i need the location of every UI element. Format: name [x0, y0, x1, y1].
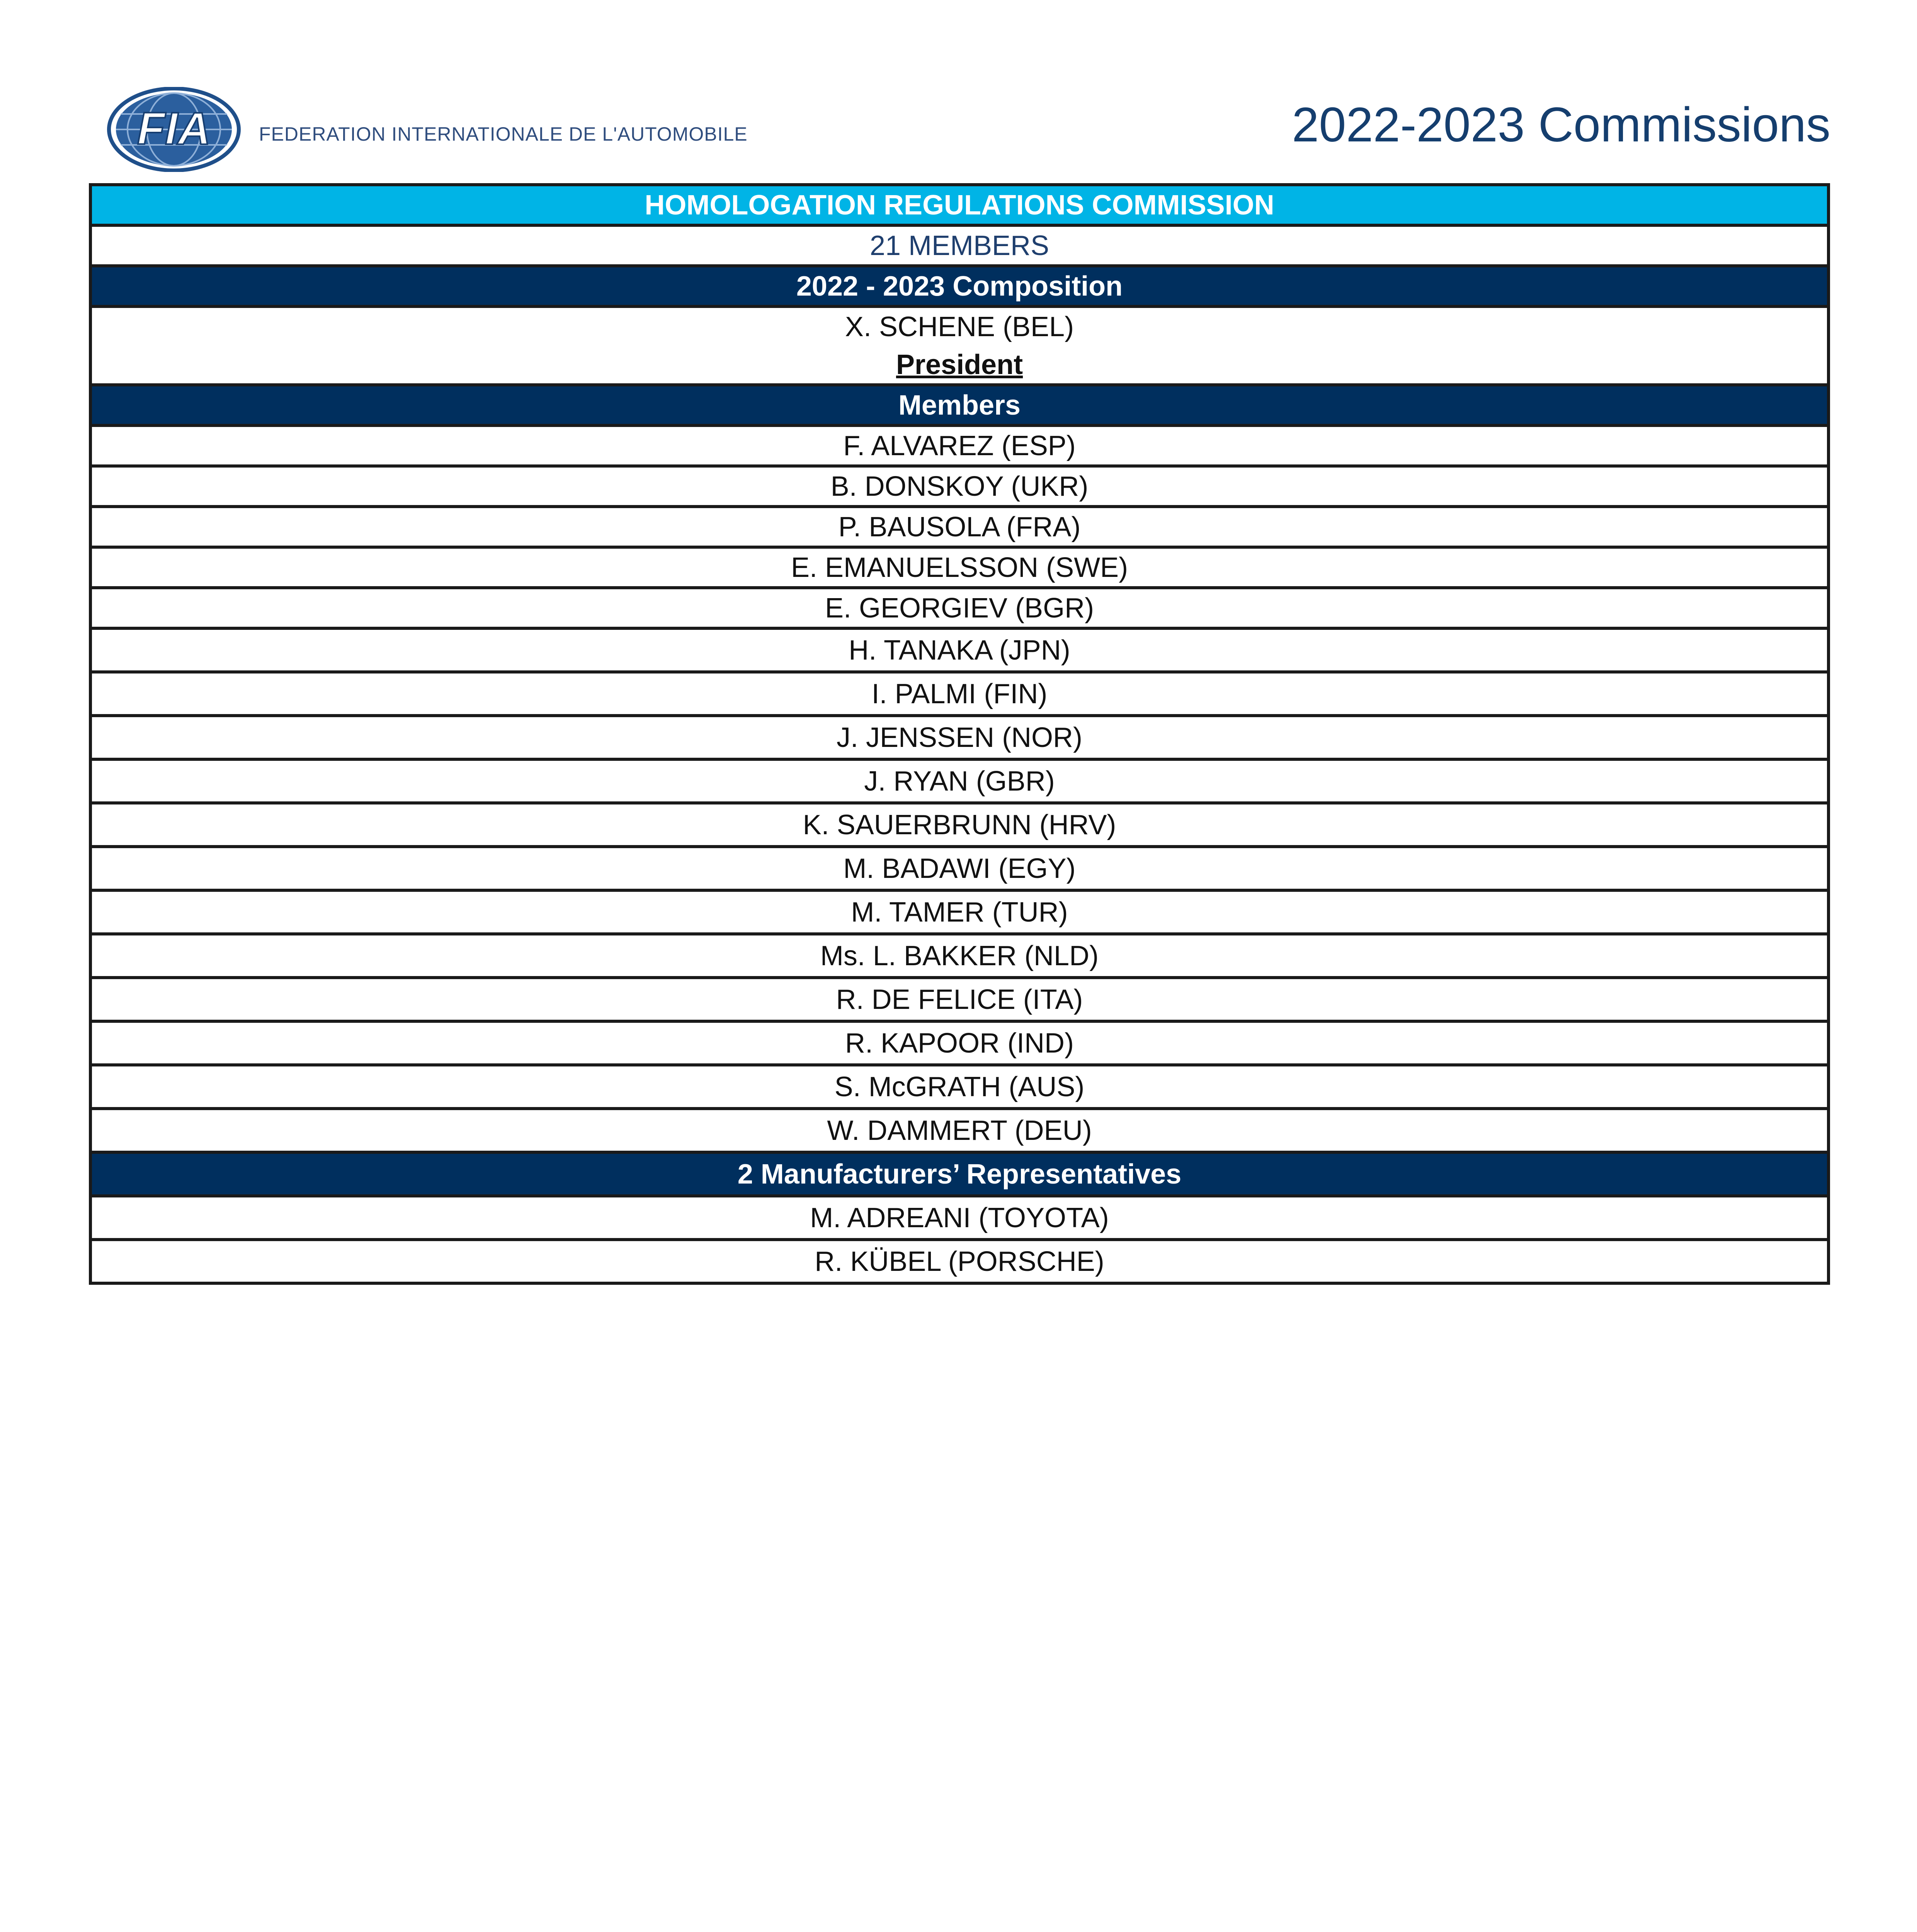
president-cell — [92, 308, 1827, 386]
commission-name: HOMOLOGATION REGULATIONS COMMISSION — [92, 186, 1827, 227]
member-row: E. GEORGIEV (BGR) — [92, 589, 1827, 630]
member-row: Ms. L. BAKKER (NLD) — [92, 935, 1827, 979]
manufacturer-row: M. ADREANI (TOYOTA) — [92, 1197, 1827, 1241]
member-row: K. SAUERBRUNN (HRV) — [92, 804, 1827, 848]
member-row: F. ALVAREZ (ESP) — [92, 427, 1827, 468]
organization-name: FEDERATION INTERNATIONALE DE L'AUTOMOBILE — [259, 123, 748, 145]
member-row: R. DE FELICE (ITA) — [92, 979, 1827, 1023]
composition-heading: 2022 - 2023 Composition — [92, 267, 1827, 308]
president-name: X. SCHENE (BEL) — [845, 311, 1074, 342]
logo-text: FIA — [137, 103, 211, 154]
member-row: J. JENSSEN (NOR) — [92, 717, 1827, 761]
member-row: E. EMANUELSSON (SWE) — [92, 549, 1827, 589]
member-row: W. DAMMERT (DEU) — [92, 1110, 1827, 1154]
member-row: M. TAMER (TUR) — [92, 892, 1827, 935]
member-count: 21 MEMBERS — [92, 227, 1827, 267]
member-row: M. BADAWI (EGY) — [92, 848, 1827, 892]
fia-logo-icon — [104, 87, 243, 172]
member-row: R. KAPOOR (IND) — [92, 1023, 1827, 1066]
member-row: H. TANAKA (JPN) — [92, 630, 1827, 673]
member-row: I. PALMI (FIN) — [92, 673, 1827, 717]
commission-table — [89, 183, 1830, 1285]
page-header — [0, 0, 1917, 182]
member-row: J. RYAN (GBR) — [92, 761, 1827, 804]
president-role: President — [896, 349, 1023, 380]
member-row: B. DONSKOY (UKR) — [92, 468, 1827, 508]
member-row: P. BAUSOLA (FRA) — [92, 508, 1827, 549]
members-heading: Members — [92, 386, 1827, 427]
member-row: S. McGRATH (AUS) — [92, 1066, 1827, 1110]
manufacturer-row: R. KÜBEL (PORSCHE) — [92, 1241, 1827, 1285]
page-title: 2022-2023 Commissions — [1292, 97, 1830, 152]
manufacturers-heading: 2 Manufacturers’ Representatives — [92, 1154, 1827, 1197]
